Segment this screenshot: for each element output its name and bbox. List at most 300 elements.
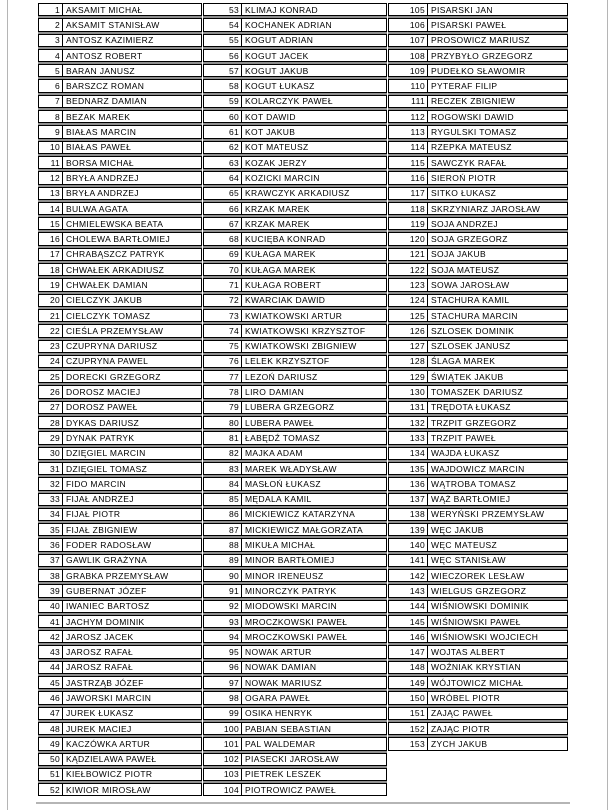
row-number-cell: 14 <box>39 203 63 214</box>
row-number-cell: 10 <box>39 142 63 153</box>
row-number-cell: 33 <box>39 494 63 505</box>
row-name-cell: PYTERAF FILIP <box>431 81 498 92</box>
row-number-cell: 6 <box>39 80 63 91</box>
table-row <box>38 156 202 169</box>
row-name-cell: JAROSZ RAFAŁ <box>66 662 134 673</box>
row-number-cell: 51 <box>39 769 63 780</box>
row-number-cell: 49 <box>39 738 63 749</box>
row-number-cell: 92 <box>204 601 242 612</box>
row-name-cell: JAROSZ JACEK <box>66 631 134 642</box>
table-row <box>388 569 568 582</box>
row-number-cell: 31 <box>39 463 63 474</box>
row-name-cell: MROCZKOWSKI PAWEŁ <box>245 631 348 642</box>
row-number-cell: 88 <box>204 539 242 550</box>
table-row <box>38 263 202 276</box>
row-name-cell: BARAN JANUSZ <box>66 65 135 76</box>
table-row <box>388 125 568 138</box>
row-name-cell: SZLOSEK DOMINIK <box>431 325 515 336</box>
row-number-cell: 55 <box>204 35 242 46</box>
table-row <box>38 447 202 460</box>
row-name-cell: MAJKA ADAM <box>245 448 303 459</box>
table-row <box>388 64 568 77</box>
row-number-cell: 102 <box>204 754 242 765</box>
row-name-cell: LUBERA PAWEŁ <box>245 417 314 428</box>
row-number-cell: 13 <box>39 188 63 199</box>
row-name-cell: WIŚNIOWSKI PAWEŁ <box>431 616 521 627</box>
row-number-cell: 101 <box>204 738 242 749</box>
row-name-cell: ZYCH JAKUB <box>431 738 488 749</box>
row-number-cell: 137 <box>389 494 428 505</box>
row-name-cell: PROSOWICZ MARIUSZ <box>431 35 530 46</box>
table-row <box>38 645 202 658</box>
table-row <box>203 493 387 506</box>
row-number-cell: 125 <box>389 310 428 321</box>
row-number-cell: 16 <box>39 233 63 244</box>
row-number-cell: 28 <box>39 417 63 428</box>
table-row <box>203 753 387 766</box>
table-row <box>38 401 202 414</box>
table-row <box>38 110 202 123</box>
row-number-cell: 34 <box>39 509 63 520</box>
roster-table-column-3 <box>388 3 568 751</box>
row-name-cell: KOT JAKUB <box>245 127 296 138</box>
row-number-cell: 97 <box>204 677 242 688</box>
row-name-cell: AKSAMIT STANISŁAW <box>66 19 160 30</box>
table-row <box>38 477 202 490</box>
row-name-cell: IWANIEC BARTOSZ <box>66 601 150 612</box>
row-number-cell: 78 <box>204 386 242 397</box>
row-number-cell: 90 <box>204 570 242 581</box>
row-number-cell: 142 <box>389 570 428 581</box>
table-row <box>203 523 387 536</box>
row-number-cell: 134 <box>389 448 428 459</box>
table-row <box>203 691 387 704</box>
table-row <box>388 600 568 613</box>
row-name-cell: MROCZKOWSKI PAWEŁ <box>245 616 348 627</box>
row-name-cell: KWIATKOWSKI KRZYSZTOF <box>245 325 366 336</box>
row-number-cell: 117 <box>389 188 428 199</box>
table-row <box>38 385 202 398</box>
row-name-cell: MAREK WŁADYSŁAW <box>245 463 337 474</box>
row-number-cell: 22 <box>39 325 63 336</box>
row-name-cell: KOGUT JAKUB <box>245 65 309 76</box>
row-number-cell: 60 <box>204 111 242 122</box>
row-number-cell: 107 <box>389 35 428 46</box>
row-number-cell: 26 <box>39 386 63 397</box>
row-number-cell: 105 <box>389 4 428 15</box>
row-name-cell: BIAŁAS MARCIN <box>66 127 137 138</box>
row-number-cell: 140 <box>389 539 428 550</box>
row-name-cell: WOJTAS ALBERT <box>431 647 506 658</box>
row-number-cell: 11 <box>39 157 63 168</box>
row-number-cell: 36 <box>39 539 63 550</box>
row-number-cell: 84 <box>204 478 242 489</box>
row-number-cell: 136 <box>389 478 428 489</box>
row-number-cell: 48 <box>39 723 63 734</box>
table-row <box>38 141 202 154</box>
row-name-cell: KOT MATEUSZ <box>245 142 309 153</box>
row-number-cell: 119 <box>389 218 428 229</box>
row-name-cell: CIELCZYK JAKUB <box>66 295 143 306</box>
row-name-cell: WĄŻ BARTŁOMIEJ <box>431 494 511 505</box>
row-number-cell: 83 <box>204 463 242 474</box>
table-row <box>38 523 202 536</box>
row-number-cell: 153 <box>389 738 428 749</box>
table-row <box>388 707 568 720</box>
table-row <box>388 477 568 490</box>
row-name-cell: TRZPIT PAWEŁ <box>431 432 496 443</box>
table-row <box>203 79 387 92</box>
table-row <box>38 600 202 613</box>
row-number-cell: 115 <box>389 157 428 168</box>
row-number-cell: 52 <box>39 784 63 795</box>
table-row <box>203 34 387 47</box>
row-number-cell: 63 <box>204 157 242 168</box>
table-row <box>203 416 387 429</box>
table-row <box>203 600 387 613</box>
table-row <box>203 95 387 108</box>
table-row <box>203 49 387 62</box>
row-name-cell: STACHURA KAMIL <box>431 295 510 306</box>
row-number-cell: 87 <box>204 524 242 535</box>
row-number-cell: 19 <box>39 279 63 290</box>
row-number-cell: 111 <box>389 96 428 107</box>
row-number-cell: 109 <box>389 65 428 76</box>
row-name-cell: BEDNARZ DAMIAN <box>66 96 147 107</box>
row-number-cell: 112 <box>389 111 428 122</box>
row-name-cell: SOJA JAKUB <box>431 249 486 260</box>
row-number-cell: 126 <box>389 325 428 336</box>
row-number-cell: 124 <box>389 295 428 306</box>
row-number-cell: 17 <box>39 249 63 260</box>
row-name-cell: WĘC STANISŁAW <box>431 555 506 566</box>
row-number-cell: 100 <box>204 723 242 734</box>
table-row <box>203 401 387 414</box>
row-name-cell: BARSZCZ ROMAN <box>66 81 145 92</box>
table-row <box>38 538 202 551</box>
row-number-cell: 133 <box>389 432 428 443</box>
row-number-cell: 141 <box>389 555 428 566</box>
row-number-cell: 4 <box>39 50 63 61</box>
table-row <box>388 538 568 551</box>
row-name-cell: JASTRZĄB JÓZEF <box>66 677 144 688</box>
table-row <box>388 661 568 674</box>
row-name-cell: ŚLAGA MAREK <box>431 356 496 367</box>
row-number-cell: 41 <box>39 616 63 627</box>
row-name-cell: WĘC JAKUB <box>431 524 484 535</box>
table-row <box>388 324 568 337</box>
row-number-cell: 58 <box>204 80 242 91</box>
row-number-cell: 80 <box>204 417 242 428</box>
row-number-cell: 151 <box>389 708 428 719</box>
row-number-cell: 5 <box>39 65 63 76</box>
row-number-cell: 98 <box>204 692 242 703</box>
table-row <box>38 676 202 689</box>
row-number-cell: 64 <box>204 172 242 183</box>
row-number-cell: 127 <box>389 341 428 352</box>
row-number-cell: 56 <box>204 50 242 61</box>
row-number-cell: 75 <box>204 341 242 352</box>
roster-table-column-1 <box>38 3 202 796</box>
row-name-cell: MINOR IRENEUSZ <box>245 570 324 581</box>
row-number-cell: 146 <box>389 631 428 642</box>
row-number-cell: 54 <box>204 19 242 30</box>
row-number-cell: 69 <box>204 249 242 260</box>
row-number-cell: 143 <box>389 585 428 596</box>
row-number-cell: 35 <box>39 524 63 535</box>
row-number-cell: 9 <box>39 126 63 137</box>
row-name-cell: BULWA AGATA <box>66 203 129 214</box>
row-name-cell: PRZYBYŁO GRZEGORZ <box>431 50 533 61</box>
row-name-cell: KUŁAGA MAREK <box>245 264 316 275</box>
row-name-cell: ŚWIĄTEK JAKUB <box>431 371 504 382</box>
row-number-cell: 74 <box>204 325 242 336</box>
table-row <box>38 171 202 184</box>
row-name-cell: PABIAN SEBASTIAN <box>245 723 332 734</box>
row-number-cell: 71 <box>204 279 242 290</box>
row-number-cell: 21 <box>39 310 63 321</box>
table-row <box>388 385 568 398</box>
row-name-cell: CIELCZYK TOMASZ <box>66 310 151 321</box>
row-number-cell: 73 <box>204 310 242 321</box>
row-number-cell: 70 <box>204 264 242 275</box>
row-name-cell: DYKAS DARIUSZ <box>66 417 140 428</box>
row-number-cell: 148 <box>389 662 428 673</box>
row-name-cell: JUREK ŁUKASZ <box>66 708 134 719</box>
table-row <box>203 538 387 551</box>
table-row <box>38 753 202 766</box>
row-name-cell: FODER RADOSŁAW <box>66 540 152 551</box>
row-name-cell: SOWA JAROSŁAW <box>431 279 510 290</box>
row-name-cell: BIAŁAS PAWEŁ <box>66 142 132 153</box>
row-name-cell: BORSA MICHAŁ <box>66 157 134 168</box>
row-number-cell: 122 <box>389 264 428 275</box>
row-name-cell: WAJDA ŁUKASZ <box>431 448 500 459</box>
table-row <box>203 676 387 689</box>
row-name-cell: PISARSKI JAN <box>431 4 493 15</box>
table-row <box>388 431 568 444</box>
row-number-cell: 46 <box>39 692 63 703</box>
table-row <box>38 125 202 138</box>
page-edge-shadow-left <box>7 0 8 810</box>
row-number-cell: 132 <box>389 417 428 428</box>
row-name-cell: DOROSZ MACIEJ <box>66 387 141 398</box>
row-number-cell: 20 <box>39 295 63 306</box>
row-number-cell: 30 <box>39 448 63 459</box>
row-number-cell: 43 <box>39 646 63 657</box>
row-number-cell: 99 <box>204 708 242 719</box>
table-row <box>203 64 387 77</box>
row-name-cell: CHRABĄSZCZ PATRYK <box>66 249 165 260</box>
table-row <box>38 569 202 582</box>
row-name-cell: ZAJĄC PAWEŁ <box>431 708 493 719</box>
row-name-cell: KIEŁBOWICZ PIOTR <box>66 769 153 780</box>
row-name-cell: CIEŚLA PRZEMYSŁAW <box>66 325 164 336</box>
row-name-cell: DZIĘGIEL MARCIN <box>66 448 146 459</box>
table-row <box>388 110 568 123</box>
row-number-cell: 29 <box>39 432 63 443</box>
row-number-cell: 108 <box>389 50 428 61</box>
table-row <box>388 3 568 16</box>
table-row <box>203 141 387 154</box>
table-row <box>203 722 387 735</box>
table-row <box>203 309 387 322</box>
table-row <box>38 248 202 261</box>
row-name-cell: KOGUT JACEK <box>245 50 309 61</box>
table-row <box>388 722 568 735</box>
row-number-cell: 129 <box>389 371 428 382</box>
row-name-cell: CHMIELEWSKA BEATA <box>66 218 164 229</box>
row-name-cell: MIODOWSKI MARCIN <box>245 601 338 612</box>
row-name-cell: DOROSZ PAWEŁ <box>66 402 138 413</box>
table-row <box>38 278 202 291</box>
row-name-cell: ZAJĄC PIOTR <box>431 723 491 734</box>
row-number-cell: 67 <box>204 218 242 229</box>
table-row <box>388 171 568 184</box>
row-name-cell: MINORCZYK PATRYK <box>245 585 337 596</box>
row-name-cell: SOJA GRZEGORZ <box>431 234 508 245</box>
row-name-cell: NOWAK ARTUR <box>245 647 312 658</box>
row-name-cell: WIŚNIOWSKI WOJCIECH <box>431 631 539 642</box>
row-number-cell: 89 <box>204 555 242 566</box>
row-number-cell: 66 <box>204 203 242 214</box>
table-row <box>38 217 202 230</box>
row-name-cell: RYGULSKI TOMASZ <box>431 127 517 138</box>
row-number-cell: 149 <box>389 677 428 688</box>
table-row <box>38 370 202 383</box>
table-row <box>203 385 387 398</box>
row-number-cell: 72 <box>204 295 242 306</box>
row-number-cell: 40 <box>39 601 63 612</box>
row-name-cell: WAJDOWICZ MARCIN <box>431 463 525 474</box>
table-row <box>203 324 387 337</box>
row-number-cell: 32 <box>39 478 63 489</box>
table-row <box>203 3 387 16</box>
table-row <box>38 18 202 31</box>
row-number-cell: 65 <box>204 188 242 199</box>
row-number-cell: 12 <box>39 172 63 183</box>
table-row <box>38 768 202 781</box>
table-row <box>388 401 568 414</box>
table-row <box>203 462 387 475</box>
table-row <box>38 661 202 674</box>
row-name-cell: MASŁOŃ ŁUKASZ <box>245 478 321 489</box>
row-name-cell: KACZÓWKA ARTUR <box>66 738 151 749</box>
table-row <box>388 294 568 307</box>
row-name-cell: KRZAK MAREK <box>245 218 310 229</box>
row-name-cell: JACHYM DOMINIK <box>66 616 145 627</box>
table-row <box>388 584 568 597</box>
row-number-cell: 131 <box>389 402 428 413</box>
table-row <box>38 187 202 200</box>
row-number-cell: 61 <box>204 126 242 137</box>
table-row <box>388 309 568 322</box>
table-row <box>38 462 202 475</box>
page-edge-shadow-right <box>607 0 608 810</box>
row-number-cell: 85 <box>204 494 242 505</box>
table-row <box>388 263 568 276</box>
table-row <box>388 645 568 658</box>
row-name-cell: KWARCIAK DAWID <box>245 295 326 306</box>
table-row <box>203 232 387 245</box>
table-row <box>388 34 568 47</box>
row-name-cell: OGARA PAWEŁ <box>245 693 311 703</box>
table-row <box>203 569 387 582</box>
row-number-cell: 18 <box>39 264 63 275</box>
row-name-cell: ANTOSZ KAZIMIERZ <box>66 35 154 46</box>
row-name-cell: RZEPKA MATEUSZ <box>431 142 512 153</box>
table-row <box>38 324 202 337</box>
table-row <box>388 232 568 245</box>
table-row <box>38 294 202 307</box>
row-name-cell: WĘC MATEUSZ <box>431 540 498 551</box>
table-row <box>38 707 202 720</box>
table-row <box>388 278 568 291</box>
row-name-cell: PIOTROWICZ PAWEŁ <box>245 784 337 795</box>
table-row <box>203 584 387 597</box>
row-name-cell: CHWAŁEK ARKADIUSZ <box>66 264 165 275</box>
table-row <box>203 187 387 200</box>
row-name-cell: DORECKI GRZEGORZ <box>66 371 161 382</box>
row-number-cell: 68 <box>204 233 242 244</box>
table-row <box>203 645 387 658</box>
row-number-cell: 81 <box>204 432 242 443</box>
row-name-cell: KOZAK JERZY <box>245 157 307 168</box>
row-name-cell: CHWAŁEK DAMIAN <box>66 279 149 290</box>
table-row <box>203 263 387 276</box>
table-row <box>203 217 387 230</box>
row-name-cell: ANTOSZ ROBERT <box>66 50 143 61</box>
table-row <box>388 508 568 521</box>
row-name-cell: KRZAK MAREK <box>245 203 310 214</box>
row-number-cell: 44 <box>39 662 63 673</box>
table-row <box>388 49 568 62</box>
row-name-cell: LEZOŃ DARIUSZ <box>245 371 318 382</box>
row-name-cell: PUDEŁKO SŁAWOMIR <box>431 65 526 76</box>
row-number-cell: 25 <box>39 371 63 382</box>
table-row <box>38 202 202 215</box>
table-row <box>388 79 568 92</box>
table-row <box>38 3 202 16</box>
row-number-cell: 91 <box>204 585 242 596</box>
table-row <box>388 737 568 750</box>
row-name-cell: WIŚNIOWSKI DOMINIK <box>431 601 529 612</box>
row-name-cell: SITKO ŁUKASZ <box>431 188 497 199</box>
table-row <box>203 783 387 796</box>
table-row <box>388 554 568 567</box>
table-row <box>388 202 568 215</box>
row-number-cell: 57 <box>204 65 242 76</box>
table-row <box>38 584 202 597</box>
row-number-cell: 139 <box>389 524 428 535</box>
row-name-cell: LUBERA GRZEGORZ <box>245 402 335 413</box>
table-row <box>388 217 568 230</box>
table-row <box>388 447 568 460</box>
row-name-cell: CHOLEWA BARTŁOMIEJ <box>66 234 171 245</box>
table-row <box>203 615 387 628</box>
table-row <box>38 737 202 750</box>
row-name-cell: GRABKA PRZEMYSŁAW <box>66 570 169 581</box>
row-name-cell: PIASECKI JAROSŁAW <box>245 754 339 765</box>
row-name-cell: WRÓBEL PIOTR <box>431 693 501 703</box>
table-row <box>203 156 387 169</box>
table-row <box>388 248 568 261</box>
row-number-cell: 38 <box>39 570 63 581</box>
row-name-cell: KOGUT ADRIAN <box>245 35 314 46</box>
row-name-cell: KWIATKOWSKI ARTUR <box>245 310 343 321</box>
table-row <box>203 630 387 643</box>
row-name-cell: WĄTROBA TOMASZ <box>431 478 516 489</box>
